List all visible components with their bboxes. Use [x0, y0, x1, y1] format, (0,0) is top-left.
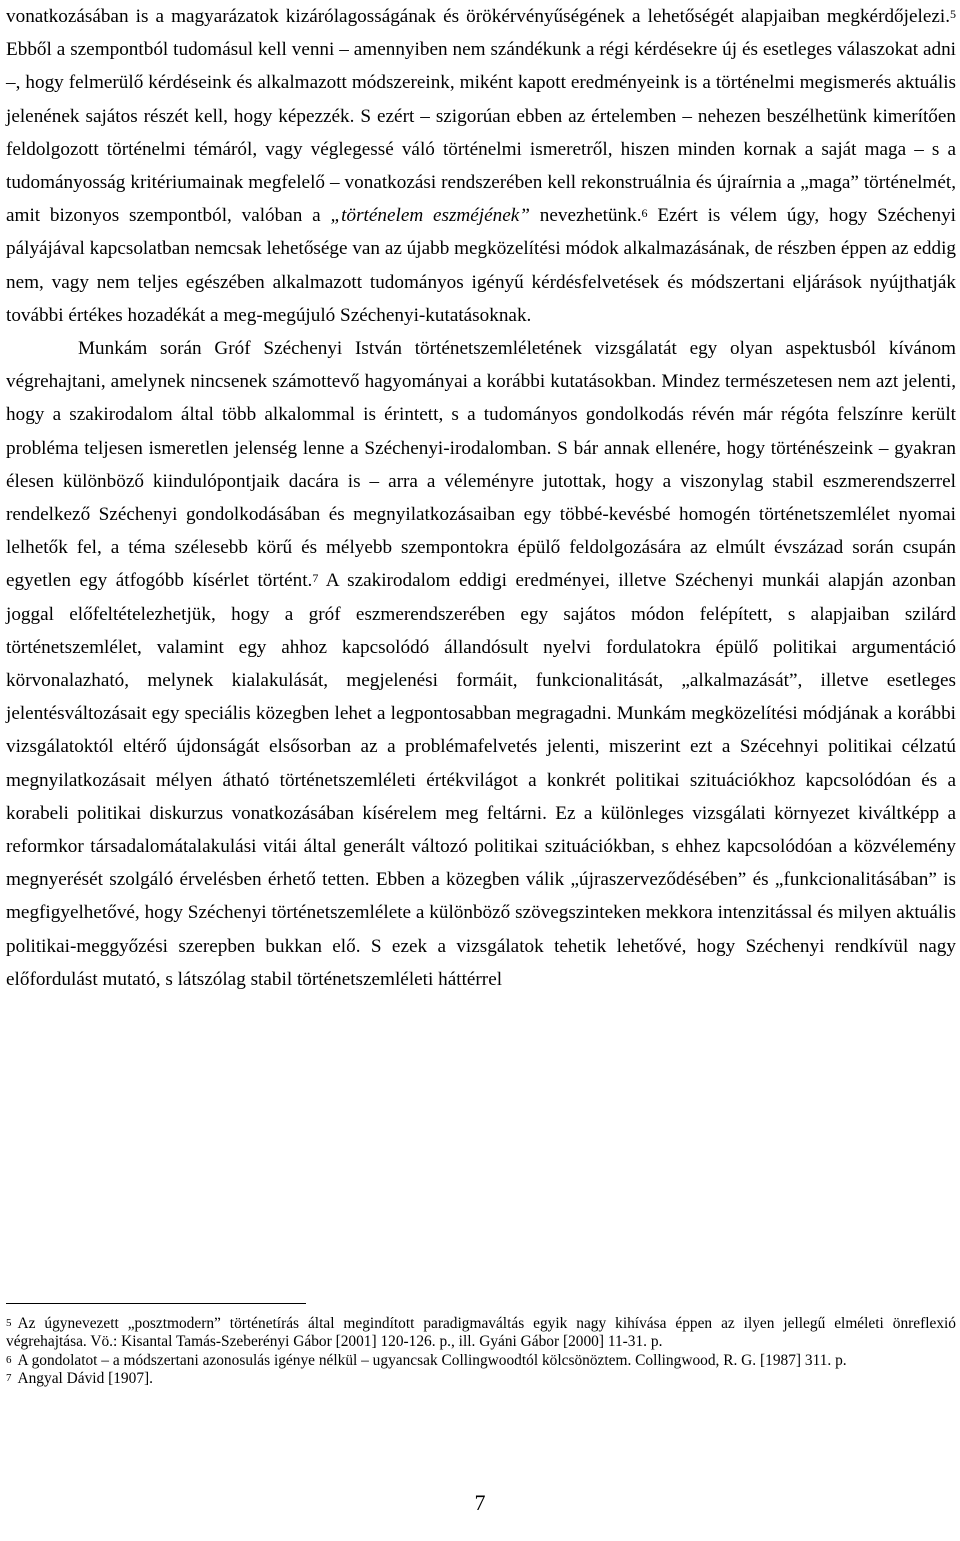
body-text — [6, 0, 956, 996]
footnote-6 — [6, 1352, 956, 1370]
paragraph-1-text-a: vonatkozásában is a magyarázatok kizárólagosságának és örökérvényűségének a lehetőségét alapjaiban megkérdőjelezi. — [6, 6, 950, 27]
footnote-ref-7: 7 — [312, 571, 319, 586]
paragraph-1-text-b: Ebből a szempontból tudomásul kell venni – amennyiben nem szándékunk a régi kérdésekre új és esetleges válaszokat adni –, hogy felmerülő kérdéseink és alkalmazott módszereink, miként kapott eredményeink is a történelmi megismerés aktuális jelenének sajátos részét kell, hogy képezzék. S ezért – szigorúan ebben az értelemben – nehezen beszélhetünk kimerítően feldolgozott történelmi témáról, vagy véglegessé váló történelmi ismeretről, hiszen minden kornak a saját maga – s a tudományosság kritériumainak megfelelő – vonatkozási rendszerében kell rekonstruálnia és újraírnia a „maga” történelmét, amit bizonyos szempontból, valóban a — [6, 39, 956, 227]
footnote-number: 7 — [6, 1371, 12, 1384]
footnote-number: 6 — [6, 1353, 12, 1366]
footnote-number: 5 — [6, 1317, 12, 1329]
footnote-text: Az úgynevezett „posztmodern” történetírás által megindított paradigmaváltás egyik nagy kihívása éppen az ilyen jellegű elméleti önreflexió végrehajtása. Vö.: Kisantal Tamás-Szeberényi Gábor [2001] 120-126. p., ill. Gyáni Gábor [2000] 11-31. p. — [6, 1315, 956, 1351]
footnote-5 — [6, 1315, 956, 1352]
paragraph-1-text-d: Ezért is vélem úgy, hogy Széchenyi pályájával kapcsolatban nemcsak lehetősége van az újabb megközelítési módok alkalmazásának, de részben éppen az eddig nem, vagy nem teljes egészében alkalmazott tudományos igényű kérdésfelvetések és módszertani eljárások nyújthatják további értékes hozadékát a meg-megújuló Széchenyi-kutatásoknak. — [6, 205, 956, 326]
italic-phrase: „történelem eszméjének” — [330, 205, 530, 227]
footnote-ref-6: 6 — [641, 206, 648, 221]
page-number: 7 — [474, 1490, 486, 1515]
footnote-text: Angyal Dávid [1907]. — [17, 1369, 153, 1387]
footnote-text: A gondolatot – a módszertani azonosulás igénye nélkül – ugyancsak Collingwoodtól kölcsönöztem. Collingwood, R. G. [1987] 311. p. — [17, 1351, 847, 1369]
footnote-separator — [6, 1303, 306, 1304]
paragraph-1-text-c: nevezhetünk. — [529, 205, 642, 227]
footnote-ref-5: 5 — [950, 7, 956, 21]
paragraph-2-text-a: Munkám során Gróf Széchenyi István történetszemléletének vizsgálatát egy olyan aspektusból kívánom végrehajtani, amelynek nincsenek számottevő hagyományai a korábbi kutatásokban. Mindez természetesen nem azt jelenti, hogy a szakirodalom által több alkalommal is érintett, s a tudományos gondolkodás révén már régóta felszínre került probléma teljesen ismeretlen jelenség lenne a Széchenyi-irodalomban. S bár annak ellenére, hogy történészeink – gyakran élesen különböző kiindulópontjaik dacára is – arra a véleményre jutottak, hogy a viszonylag stabil eszmerendszerrel rendelkező Széchenyi gondolkodásában és megnyilatkozásaiban egy többé-kevésbé homogén történetszemlélet nyomai lelhetők fel, a téma szélesebb körű és mélyebb szempontokra épülő feldolgozására az elmúlt évszázad során csupán egyetlen egy átfogóbb kísérlet történt. — [6, 338, 956, 592]
footnote-7 — [6, 1370, 956, 1388]
footnotes — [6, 1315, 956, 1388]
paragraph-1 — [6, 0, 956, 332]
paragraph-2 — [6, 332, 956, 996]
paragraph-2-text-b: A szakirodalom eddigi eredményei, illetve Széchenyi munkái alapján azonban joggal előfeltételezhetjük, hogy a gróf eszmerendszerében egy sajátos módon felépített, s alapjaiban szilárd történetszemlélet, valamint egy ahhoz kapcsolódó állandósult nyelvi fordulatokra épülő politikai argumentáció körvonalazható, melynek kialakulását, megjelenési formáit, funkcionalitását, „alkalmazását”, illetve esetleges jelentésváltozásait egy speciális közegben lehet a legpontosabban megragadni. Munkám megközelítési módjának a korábbi vizsgálatoktól eltérő újdonságát elsősorban az a problémafelvetés jelenti, miszerint ezt a Szécehnyi politikai célzatú megnyilatkozásait mélyen átható történetszemléleti értékvilágot a konkrét politikai szituációkhoz kapcsolódóan és a korabeli politikai diskurzus vonatkozásában kísérelem meg feltárni. Ez a különleges vizsgálati környezet kiváltképp a reformkor társadalomátalakulási vitái által generált változó politikai szituációkban, s ehhez kapcsolódóan a közvélemény megnyerését szolgáló érvelésben érhető tetten. Ebben a közegben válik „újraszerveződésében” és „funkcionalitásában” is megfigyelhetővé, hogy Széchenyi történetszemlélete a különböző szövegszinteken mekkora intenzitással és milyen aktuális politikai-meggyőzési szerepben bukkan elő. S ezek a vizsgálatok tehetik lehetővé, hogy Széchenyi rendkívül nagy előfordulást mutató, s látszólag stabil történetszemléleti háttérrel — [6, 570, 956, 990]
